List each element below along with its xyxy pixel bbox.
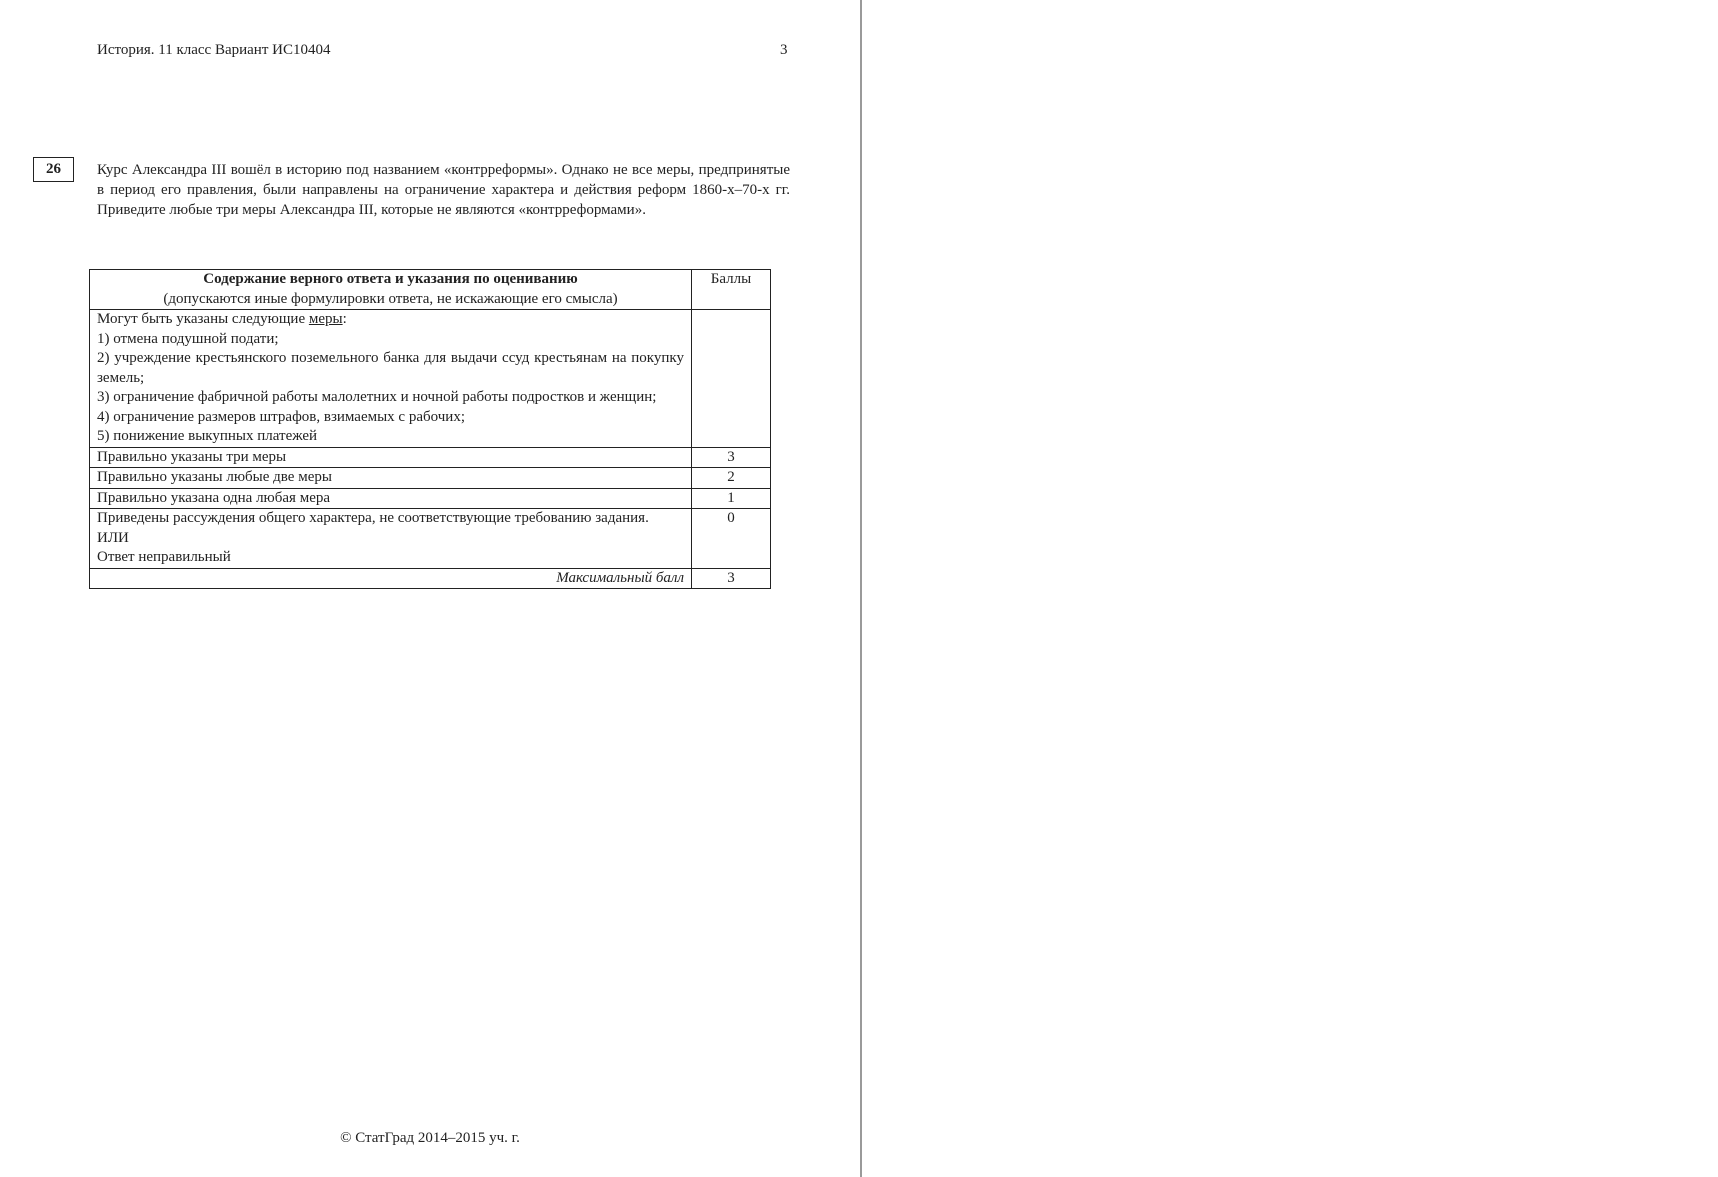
answer-intro-text: Могут быть указаны следующие xyxy=(97,311,309,327)
answer-item: 3) ограничение фабричной работы малолетних и ночной работы подростков и женщин; xyxy=(97,389,657,405)
criterion-row-zero xyxy=(90,509,771,569)
answer-item: 2) учреждение крестьянского поземельного банка для выдачи ссуд крестьянам на покупку земель; xyxy=(97,350,684,386)
answer-content-cell xyxy=(90,310,692,448)
criterion-text: Правильно указаны любые две меры xyxy=(90,468,692,489)
answer-item: 4) ограничение размеров штрафов, взимаемых с рабочих; xyxy=(97,408,465,425)
criterion-zero-or: ИЛИ xyxy=(97,529,129,546)
question-number-box: 26 xyxy=(33,157,74,182)
max-score-row xyxy=(90,568,771,589)
page-footer: © СтатГрад 2014–2015 уч. г. xyxy=(340,1130,520,1146)
max-score-label: Максимальный балл xyxy=(90,568,692,589)
table-header-row xyxy=(90,270,771,310)
criterion-score: 0 xyxy=(692,509,771,569)
criterion-zero-cell xyxy=(90,509,692,569)
page-divider xyxy=(860,0,862,1177)
criterion-score: 2 xyxy=(692,468,771,489)
criterion-zero-line2: Ответ неправильный xyxy=(97,549,231,565)
criterion-score: 3 xyxy=(692,447,771,468)
table-header-subtitle: (допускаются иные формулировки ответа, не искажающие его смысла) xyxy=(163,290,618,307)
answer-content-score-cell xyxy=(692,310,771,448)
criterion-score: 1 xyxy=(692,488,771,509)
answer-intro xyxy=(97,310,684,330)
grading-table xyxy=(89,269,771,589)
page-number: 3 xyxy=(780,42,788,58)
criterion-row xyxy=(90,468,771,489)
table-header-score: Баллы xyxy=(692,270,771,310)
page-header-title: История. 11 класс Вариант ИС10404 xyxy=(97,42,331,58)
table-header-content xyxy=(90,270,692,310)
criterion-row xyxy=(90,447,771,468)
criterion-zero-line1: Приведены рассуждения общего характера, не соответствующие требованию задания. xyxy=(97,510,649,526)
criterion-row xyxy=(90,488,771,509)
answer-intro-end: : xyxy=(342,311,347,327)
answer-content-row xyxy=(90,310,771,448)
table-header-title: Содержание верного ответа и указания по оцениванию xyxy=(203,271,578,287)
question-text: Курс Александра III вошёл в историю под названием «контрреформы». Однако не все меры, предпринятые в период его правления, были направлены на ограничение характера и действия реформ 1860-х–70-х гг. Приведите любые три меры Александра III, которые не являются «контрреформами». xyxy=(97,162,790,218)
criterion-text: Правильно указаны три меры xyxy=(90,447,692,468)
answer-item: 1) отмена подушной подати; xyxy=(97,330,279,347)
answer-intro-underlined: меры xyxy=(308,311,343,327)
max-score-value: 3 xyxy=(692,568,771,589)
answer-item: 5) понижение выкупных платежей xyxy=(97,428,318,444)
criterion-text: Правильно указана одна любая мера xyxy=(90,488,692,509)
